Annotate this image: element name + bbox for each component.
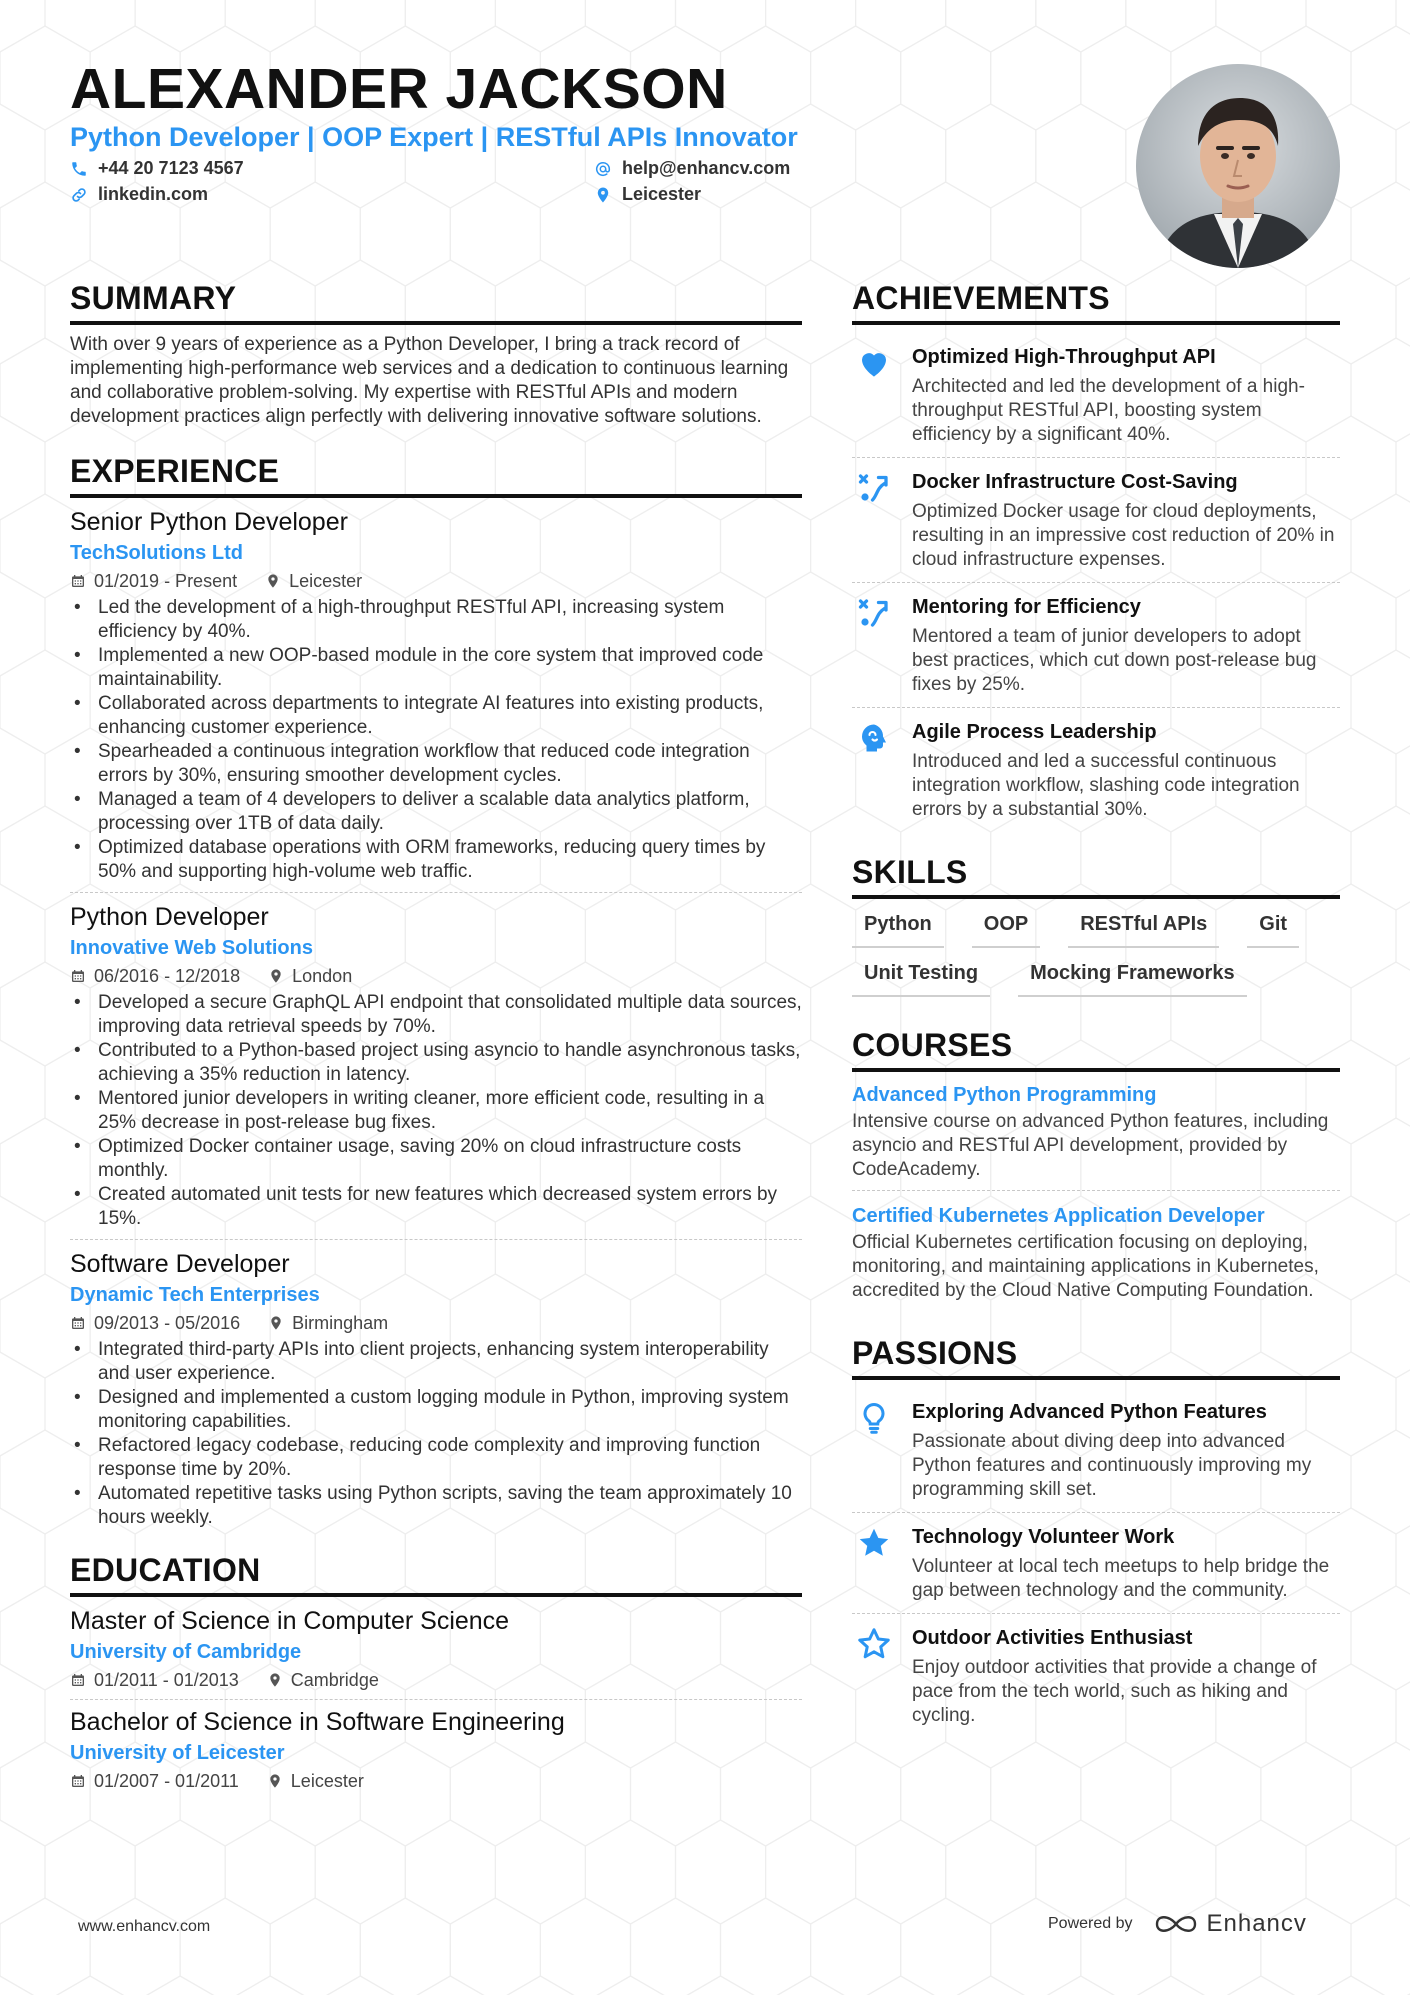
school-name: University of Leicester — [70, 1742, 285, 1764]
right-column — [852, 280, 1340, 1738]
profile-photo — [1136, 64, 1340, 268]
phone-contact — [70, 158, 244, 179]
job-bullets — [70, 596, 802, 884]
location-pin-icon — [594, 186, 612, 204]
achievement-description: Architected and led the development of a high-throughput RESTful API, boosting system efficiency by a significant 40%. — [912, 376, 1305, 445]
footer-branding — [1048, 1910, 1307, 1938]
experience-entry — [70, 506, 802, 893]
company-name: TechSolutions Ltd — [70, 542, 243, 564]
enhancv-brand-text: Enhancv — [1206, 1910, 1307, 1937]
education-meta — [70, 1667, 802, 1693]
achievement-title: Optimized High-Throughput API — [912, 346, 1216, 368]
job-title: Python Developer — [70, 903, 269, 931]
passion-description: Passionate about diving deep into advanced Python features and continuously improving my programming skill set. — [912, 1431, 1312, 1500]
achievements-heading: ACHIEVEMENTS — [852, 280, 1340, 325]
achievement-item — [852, 583, 1340, 708]
education-location: Leicester — [290, 1771, 364, 1791]
skill-tag: Python — [852, 913, 944, 948]
degree-title: Bachelor of Science in Software Engineering — [70, 1708, 565, 1736]
education-entry — [70, 1706, 802, 1800]
passion-title: Exploring Advanced Python Features — [912, 1401, 1267, 1423]
courses-heading: COURSES — [852, 1027, 1340, 1072]
job-bullet: • Mentored junior developers in writing cleaner, more efficient code, resulting in a 25% decrease in post-release bug fixes. — [70, 1087, 802, 1135]
job-bullet: • Designed and implemented a custom logging module in Python, improving system monitoring capabilities. — [70, 1386, 802, 1434]
calendar-icon — [70, 1773, 86, 1789]
calendar-icon — [70, 968, 86, 984]
education-entry — [70, 1605, 802, 1700]
job-location: Leicester — [289, 571, 363, 591]
education-heading: EDUCATION — [70, 1552, 802, 1597]
email-contact[interactable] — [594, 158, 790, 179]
job-bullet: • Led the development of a high-throughput RESTful API, increasing system efficiency by 40%. — [70, 596, 802, 644]
enhancv-logo-icon — [1153, 1911, 1199, 1937]
degree-title: Master of Science in Computer Science — [70, 1607, 510, 1635]
brain-head-icon — [852, 718, 896, 822]
passions-list — [852, 1388, 1340, 1738]
course-item — [852, 1080, 1340, 1191]
job-bullet: • Implemented a new OOP-based module in the core system that improved code maintainability. — [70, 644, 802, 692]
experience-heading: EXPERIENCE — [70, 453, 802, 498]
phone-text: +44 20 7123 4567 — [98, 158, 244, 178]
location-pin-icon — [267, 1773, 283, 1789]
job-bullet: • Integrated third-party APIs into client projects, enhancing system interoperability and user experience. — [70, 1338, 802, 1386]
achievement-item — [852, 333, 1340, 458]
job-bullet: • Developed a secure GraphQL API endpoint that consolidated multiple data sources, improving data retrieval speeds by 70%. — [70, 991, 802, 1039]
link-icon — [70, 186, 88, 204]
course-description: Intensive course on advanced Python features, including asyncio and RESTful API development, provided by CodeAcademy. — [852, 1111, 1329, 1180]
job-title: Senior Python Developer — [70, 508, 348, 536]
courses-list — [852, 1080, 1340, 1311]
achievement-description: Optimized Docker usage for cloud deployments, resulting in an impressive cost reduction of 20% in cloud infrastructure expenses. — [912, 501, 1335, 570]
education-dates: 01/2007 - 01/2011 — [94, 1771, 239, 1791]
job-meta — [70, 568, 802, 594]
star-outline-icon — [852, 1624, 896, 1728]
job-meta — [70, 963, 802, 989]
achievements-list — [852, 333, 1340, 832]
skills-heading: SKILLS — [852, 854, 1340, 899]
linkedin-contact[interactable] — [70, 184, 208, 205]
achievement-title: Docker Infrastructure Cost-Saving — [912, 471, 1238, 493]
location-pin-icon — [267, 1672, 283, 1688]
job-bullets — [70, 991, 802, 1231]
education-dates: 01/2011 - 01/2013 — [94, 1670, 239, 1690]
job-bullet: • Automated repetitive tasks using Python scripts, saving the team approximately 10 hours weekly. — [70, 1482, 802, 1530]
linkedin-text[interactable]: linkedin.com — [98, 184, 209, 204]
lightbulb-icon — [852, 1398, 896, 1502]
company-name: Dynamic Tech Enterprises — [70, 1284, 320, 1306]
passions-heading: PASSIONS — [852, 1335, 1340, 1380]
education-location: Cambridge — [290, 1670, 379, 1690]
experience-entry — [70, 901, 802, 1240]
achievement-item — [852, 708, 1340, 832]
course-description: Official Kubernetes certification focusing on deploying, monitoring, and maintaining applications in Kubernetes, accredited by the Cloud Native Computing Foundation. — [852, 1232, 1319, 1301]
job-bullet: • Optimized Docker container usage, saving 20% on cloud infrastructure costs monthly. — [70, 1135, 802, 1183]
skill-tag: Mocking Frameworks — [1018, 962, 1247, 997]
skill-tag: RESTful APIs — [1068, 913, 1219, 948]
education-list — [70, 1605, 802, 1800]
job-dates: 06/2016 - 12/2018 — [94, 966, 241, 986]
experience-list — [70, 506, 802, 1538]
job-title: Software Developer — [70, 1250, 290, 1278]
experience-entry — [70, 1248, 802, 1538]
job-dates: 09/2013 - 05/2016 — [94, 1313, 241, 1333]
passion-description: Enjoy outdoor activities that provide a change of pace from the tech world, such as hiking and cycling. — [912, 1657, 1317, 1726]
heart-icon — [852, 343, 896, 447]
skill-tag: OOP — [972, 913, 1040, 948]
company-name: Innovative Web Solutions — [70, 937, 313, 959]
location-text: Leicester — [622, 184, 702, 204]
course-title: Advanced Python Programming — [852, 1084, 1157, 1106]
passion-title: Technology Volunteer Work — [912, 1526, 1175, 1548]
job-bullets — [70, 1338, 802, 1530]
skill-tag: Git — [1247, 913, 1299, 948]
achievement-description: Mentored a team of junior developers to adopt best practices, which cut down post-release bug fixes by 25%. — [912, 626, 1317, 695]
achievement-title: Agile Process Leadership — [912, 721, 1157, 743]
achievement-description: Introduced and led a successful continuous integration workflow, slashing code integration errors by a substantial 30%. — [912, 751, 1300, 820]
strategy-icon — [852, 593, 896, 697]
job-bullet: • Managed a team of 4 developers to deliver a scalable data analytics platform, processing over 1TB of data daily. — [70, 788, 802, 836]
candidate-name: ALEXANDER JACKSON — [70, 57, 728, 121]
calendar-icon — [70, 1315, 86, 1331]
passion-item — [852, 1513, 1340, 1614]
skill-tag: Unit Testing — [852, 962, 990, 997]
job-bullet: • Collaborated across departments to integrate AI features into existing products, enhancing customer experience. — [70, 692, 802, 740]
calendar-icon — [70, 1672, 86, 1688]
phone-icon — [70, 160, 88, 178]
summary-text: With over 9 years of experience as a Python Developer, I bring a track record of implementing high-performance web services and a dedication to continuous learning and collaborative problem-solving. My expertise with RESTful APIs and modern development practices align perfectly with delivering innovative software solutions. — [70, 334, 789, 427]
candidate-headline: Python Developer | OOP Expert | RESTful APIs Innovator — [70, 122, 798, 152]
job-bullet: • Created automated unit tests for new features which decreased system errors by 15%. — [70, 1183, 802, 1231]
email-text[interactable]: help@enhancv.com — [622, 158, 791, 178]
passion-item — [852, 1388, 1340, 1513]
calendar-icon — [70, 573, 86, 589]
enhancv-logo — [1153, 1910, 1307, 1938]
passion-description: Volunteer at local tech meetups to help bridge the gap between technology and the community. — [912, 1556, 1330, 1601]
footer-website[interactable]: www.enhancv.com — [78, 1918, 211, 1935]
left-column — [70, 280, 802, 1806]
location-pin-icon — [268, 1315, 284, 1331]
skills-list — [852, 913, 1340, 997]
passion-item — [852, 1614, 1340, 1738]
powered-by-text: Powered by — [1048, 1915, 1133, 1932]
achievement-title: Mentoring for Efficiency — [912, 596, 1141, 618]
school-name: University of Cambridge — [70, 1641, 302, 1663]
at-icon — [594, 160, 612, 178]
job-bullet: • Spearheaded a continuous integration workflow that reduced code integration errors by 30%, ensuring smoother development cycles. — [70, 740, 802, 788]
location-contact — [594, 184, 701, 205]
course-title: Certified Kubernetes Application Developer — [852, 1205, 1265, 1227]
strategy-icon — [852, 468, 896, 572]
location-pin-icon — [268, 968, 284, 984]
job-dates: 01/2019 - Present — [94, 571, 238, 591]
job-bullet: • Contributed to a Python-based project using asyncio to handle asynchronous tasks, achieving a 35% reduction in latency. — [70, 1039, 802, 1087]
job-bullet: • Refactored legacy codebase, reducing code complexity and improving function response time by 20%. — [70, 1434, 802, 1482]
location-pin-icon — [265, 573, 281, 589]
summary-heading: SUMMARY — [70, 280, 802, 325]
course-item — [852, 1201, 1340, 1311]
achievement-item — [852, 458, 1340, 583]
passion-title: Outdoor Activities Enthusiast — [912, 1627, 1193, 1649]
job-meta — [70, 1310, 802, 1336]
job-location: Birmingham — [292, 1313, 389, 1333]
star-filled-icon — [852, 1523, 896, 1603]
job-location: London — [292, 966, 353, 986]
job-bullet: • Optimized database operations with ORM frameworks, reducing query times by 50% and supporting high-volume web traffic. — [70, 836, 802, 884]
education-meta — [70, 1768, 802, 1794]
